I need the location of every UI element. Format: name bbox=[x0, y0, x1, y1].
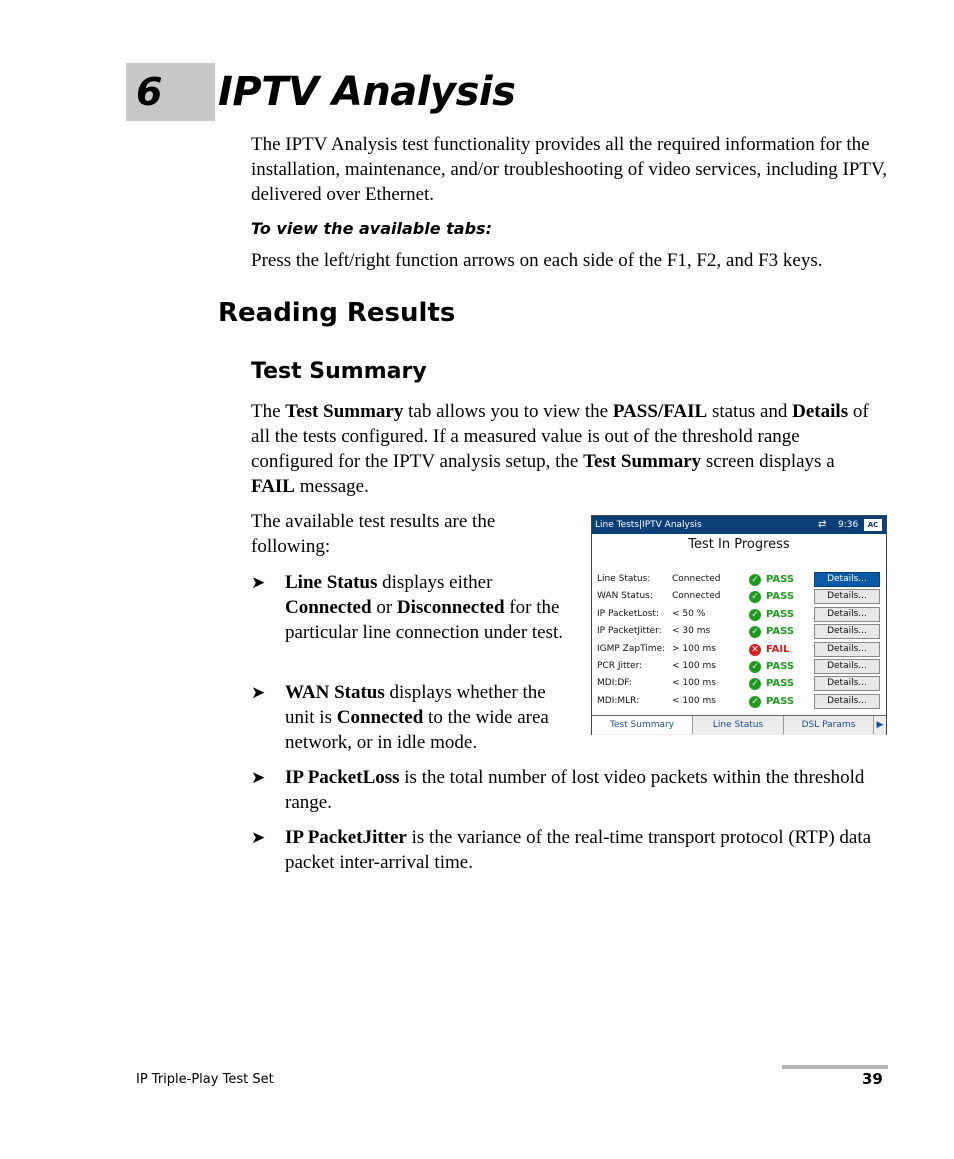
details-button[interactable]: Details... bbox=[814, 624, 880, 639]
result-status: PASS bbox=[766, 591, 795, 603]
device-result-row bbox=[592, 571, 886, 588]
result-status: PASS bbox=[766, 574, 795, 585]
procedure-text: Press the left/right function arrows on each side of the F1, F2, and F3 keys. bbox=[251, 250, 823, 271]
result-value: < 100 ms bbox=[672, 661, 716, 671]
bullet-wan-status: WAN Status displays whether the unit is Connected to the wide area network, or in idle mode. bbox=[285, 682, 549, 753]
bullet-arrow-icon: ➤ bbox=[251, 768, 266, 788]
tab-dsl-params[interactable]: DSL Params bbox=[784, 716, 874, 734]
result-value: < 100 ms bbox=[672, 678, 716, 689]
bullet-arrow-icon: ➤ bbox=[251, 573, 266, 593]
footer-title: IP Triple-Play Test Set bbox=[136, 1072, 274, 1087]
tab-next-arrow-icon[interactable]: ▶ bbox=[876, 720, 884, 730]
details-button[interactable]: Details... bbox=[814, 694, 880, 709]
result-status: PASS bbox=[766, 626, 795, 638]
pass-check-icon: ✓ bbox=[749, 696, 761, 708]
bullet-ip-packetloss: IP PacketLoss is the total number of lost video packets within the threshold range. bbox=[285, 767, 865, 813]
pass-check-icon: ✓ bbox=[749, 678, 761, 690]
pass-check-icon: ✓ bbox=[749, 661, 761, 673]
device-heading: Test In Progress bbox=[688, 537, 790, 552]
device-time: 9:36 bbox=[838, 520, 859, 530]
result-status: PASS bbox=[766, 678, 795, 690]
chapter-title: IPTV Analysis bbox=[218, 69, 516, 115]
summary-paragraph: The Test Summary tab allows you to view the PASS/FAIL status and Details of all the tests configured. If a measured value is out of the threshold range configured for the IPTV analysis setup, the Test Summary screen displays a FAIL message. bbox=[251, 401, 869, 497]
device-result-row bbox=[592, 693, 886, 710]
device-result-row bbox=[592, 675, 886, 692]
pass-check-icon: ✓ bbox=[749, 591, 761, 603]
bullet-arrow-icon: ➤ bbox=[251, 683, 266, 703]
network-icon: ⇄ bbox=[818, 519, 827, 530]
intro-paragraph: The IPTV Analysis test functionality provides all the required information for the installation, maintenance, and/or troubleshooting of video services, including IPTV, delivered over Ethernet. bbox=[251, 134, 888, 205]
result-label: PCR Jitter: bbox=[597, 661, 643, 671]
device-tab-bar bbox=[592, 715, 886, 735]
bullet-arrow-icon: ➤ bbox=[251, 828, 266, 848]
details-button[interactable]: Details... bbox=[814, 572, 880, 587]
result-label: WAN Status: bbox=[597, 591, 653, 602]
result-value: Connected bbox=[672, 574, 721, 584]
bullet-ip-packetjitter: IP PacketJitter is the variance of the real-time transport protocol (RTP) data packet inter-arrival time. bbox=[285, 827, 872, 873]
details-button[interactable]: Details... bbox=[814, 589, 880, 604]
device-result-row bbox=[592, 588, 886, 605]
device-result-row bbox=[592, 606, 886, 623]
battery-icon: AC bbox=[864, 519, 882, 531]
result-value: < 50 % bbox=[672, 608, 706, 619]
result-label: IGMP ZapTime: bbox=[597, 643, 666, 654]
pass-check-icon: ✓ bbox=[749, 574, 761, 586]
results-intro: The available test results are the following: bbox=[251, 511, 496, 557]
result-label: IP PacketLost: bbox=[597, 608, 659, 619]
procedure-heading: To view the available tabs: bbox=[251, 219, 492, 238]
device-result-row bbox=[592, 641, 886, 658]
result-status: PASS bbox=[766, 661, 795, 672]
result-label: IP PacketJitter: bbox=[597, 626, 662, 637]
device-title: Line Tests|IPTV Analysis bbox=[595, 520, 702, 530]
result-value: < 30 ms bbox=[672, 626, 711, 637]
tab-line-status[interactable]: Line Status bbox=[693, 716, 784, 734]
subsection-heading: Test Summary bbox=[251, 359, 427, 384]
result-value: < 100 ms bbox=[672, 695, 716, 706]
tab-test-summary[interactable]: Test Summary bbox=[592, 716, 693, 734]
result-value: > 100 ms bbox=[672, 643, 716, 654]
result-label: MDI:DF: bbox=[597, 678, 632, 689]
device-result-row bbox=[592, 623, 886, 640]
result-status: PASS bbox=[766, 608, 795, 620]
result-value: Connected bbox=[672, 591, 721, 602]
chapter-number: 6 bbox=[136, 70, 163, 114]
details-button[interactable]: Details... bbox=[814, 659, 880, 674]
page-number: 39 bbox=[862, 1070, 883, 1088]
device-title-bar bbox=[592, 516, 886, 534]
pass-check-icon: ✓ bbox=[749, 626, 761, 638]
result-status: PASS bbox=[766, 695, 795, 707]
result-label: Line Status: bbox=[597, 574, 651, 584]
pass-check-icon: ✓ bbox=[749, 609, 761, 621]
details-button[interactable]: Details... bbox=[814, 607, 880, 622]
bullet-line-status: Line Status displays either Connected or Disconnected for the particular line connection under test. bbox=[285, 572, 564, 643]
device-result-row bbox=[592, 658, 886, 675]
details-button[interactable]: Details... bbox=[814, 676, 880, 691]
result-status: FAIL bbox=[766, 643, 790, 655]
device-screenshot bbox=[591, 515, 887, 735]
result-label: MDI:MLR: bbox=[597, 695, 640, 706]
section-heading: Reading Results bbox=[218, 298, 456, 328]
footer-rule bbox=[782, 1065, 888, 1069]
fail-x-icon: ✕ bbox=[749, 644, 761, 656]
details-button[interactable]: Details... bbox=[814, 642, 880, 657]
